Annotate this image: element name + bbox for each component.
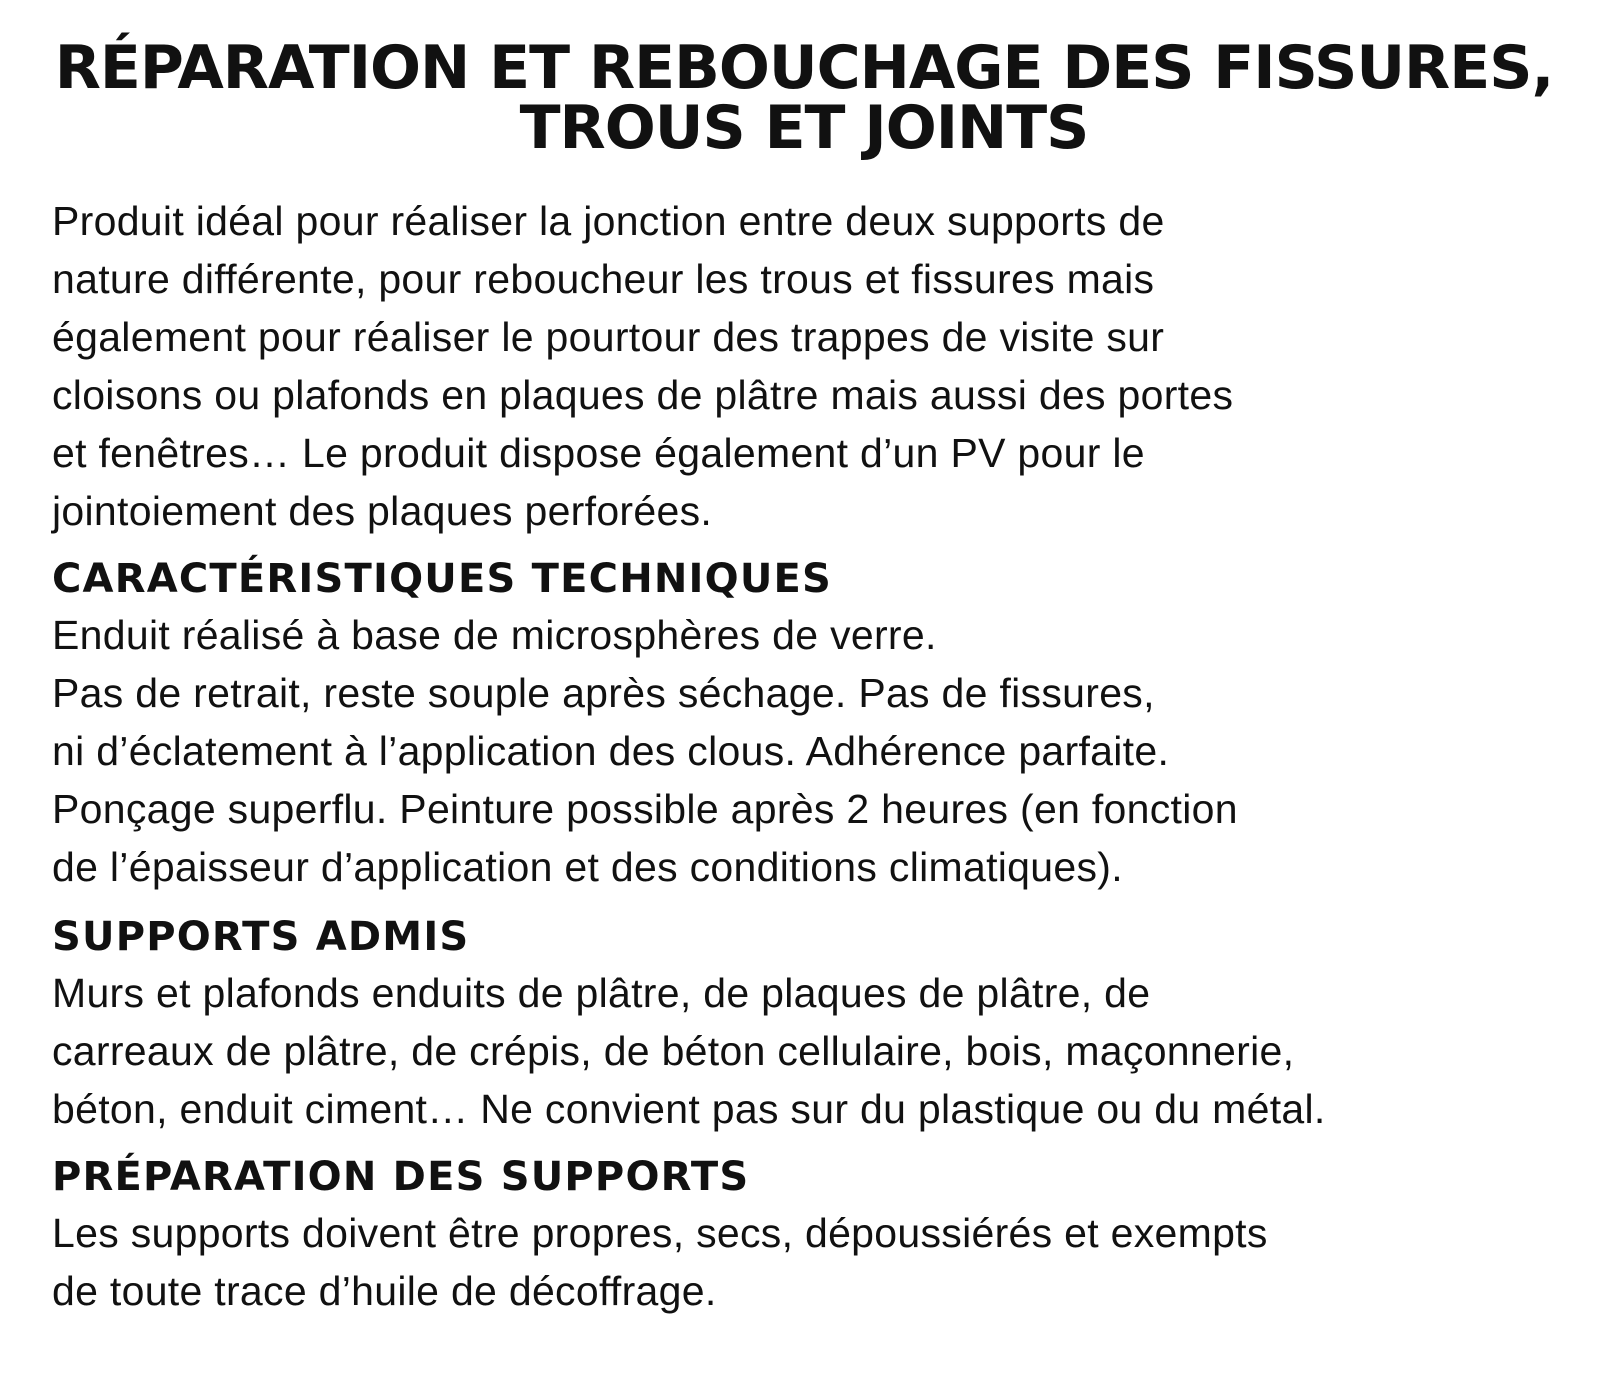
supports-paragraph — [52, 964, 1556, 1138]
section-heading-caracteristiques: CARACTÉRISTIQUES TECHNIQUES — [52, 556, 833, 602]
title-line-2: TROUS ET JOINTS — [519, 93, 1089, 163]
preparation-line: Les supports doivent être propres, secs, dépoussiérés et exempts — [52, 1210, 1268, 1256]
caracteristiques-line: de l’épaisseur d’application et des conditions climatiques). — [52, 844, 1123, 890]
supports-line: Murs et plafonds enduits de plâtre, de plaques de plâtre, de — [52, 970, 1151, 1016]
caracteristiques-paragraph — [52, 606, 1556, 896]
document-title — [52, 33, 1556, 163]
supports-line: carreaux de plâtre, de crépis, de béton cellulaire, bois, maçonnerie, — [52, 1028, 1295, 1074]
preparation-paragraph — [52, 1204, 1556, 1320]
section-heading-preparation: PRÉPARATION DES SUPPORTS — [52, 1154, 750, 1200]
intro-paragraph — [52, 192, 1556, 540]
caracteristiques-line: Enduit réalisé à base de microsphères de verre. — [52, 612, 937, 658]
intro-line: nature différente, pour reboucheur les trous et fissures mais — [52, 256, 1155, 302]
preparation-line: de toute trace d’huile de décoffrage. — [52, 1268, 717, 1314]
intro-line: également pour réaliser le pourtour des trappes de visite sur — [52, 314, 1165, 360]
intro-line: et fenêtres… Le produit dispose également d’un PV pour le — [52, 430, 1145, 476]
intro-line: jointoiement des plaques perforées. — [52, 488, 713, 534]
caracteristiques-line: Pas de retrait, reste souple après séchage. Pas de fissures, — [52, 670, 1155, 716]
section-heading-supports: SUPPORTS ADMIS — [52, 914, 470, 960]
title-line-1: RÉPARATION ET REBOUCHAGE DES FISSURES, — [54, 33, 1554, 103]
supports-line: béton, enduit ciment… Ne convient pas sur du plastique ou du métal. — [52, 1086, 1326, 1132]
caracteristiques-line: ni d’éclatement à l’application des clous. Adhérence parfaite. — [52, 728, 1170, 774]
intro-line: cloisons ou plafonds en plaques de plâtre mais aussi des portes — [52, 372, 1234, 418]
caracteristiques-line: Ponçage superflu. Peinture possible après 2 heures (en fonction — [52, 786, 1238, 832]
intro-line: Produit idéal pour réaliser la jonction entre deux supports de — [52, 198, 1165, 244]
